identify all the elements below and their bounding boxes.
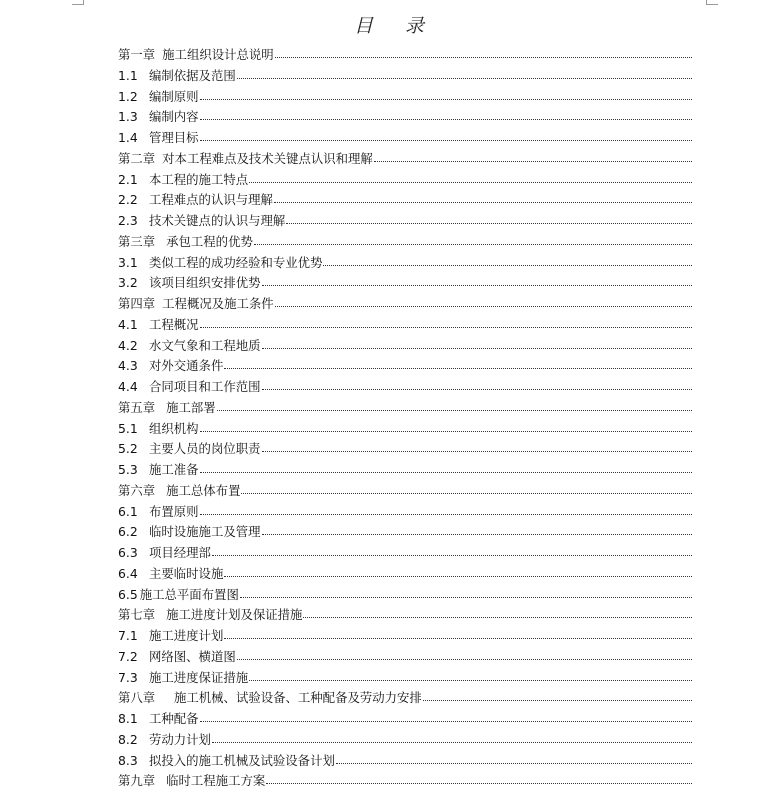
toc-entry-number: 6.5 bbox=[118, 586, 138, 602]
toc-entry-text: 施工机械、试验设备、工种配备及劳动力安排 bbox=[162, 690, 422, 706]
toc-entry-text: 工程概况及施工条件 bbox=[162, 296, 274, 311]
toc-entry-number: 第五章 bbox=[118, 399, 156, 415]
toc-dot-leader bbox=[200, 511, 692, 515]
toc-entry-number: 5.3 bbox=[118, 462, 138, 477]
toc-dot-leader bbox=[200, 428, 692, 432]
toc-dot-leader bbox=[266, 780, 692, 784]
toc-entry-text: 工程概况 bbox=[149, 316, 199, 332]
toc-chapter-entry[interactable] bbox=[118, 294, 692, 315]
toc-dot-leader bbox=[249, 179, 692, 183]
toc-dot-leader bbox=[275, 303, 692, 307]
toc-dot-leader bbox=[262, 386, 692, 390]
toc-section-entry[interactable] bbox=[118, 709, 692, 730]
toc-section-entry[interactable] bbox=[118, 107, 692, 128]
toc-dot-leader bbox=[262, 531, 692, 535]
toc-dot-leader bbox=[237, 75, 692, 79]
toc-entry-number: 第二章 bbox=[118, 150, 156, 166]
toc-section-entry[interactable] bbox=[118, 522, 692, 543]
toc-entry-number: 3.1 bbox=[118, 254, 138, 270]
toc-entry-text: 主要临时设施 bbox=[149, 565, 224, 581]
toc-entry-number: 1.2 bbox=[118, 88, 138, 104]
toc-entry-number: 5.2 bbox=[118, 441, 138, 457]
toc-section-entry[interactable] bbox=[118, 190, 692, 211]
toc-chapter-entry[interactable] bbox=[118, 232, 692, 253]
toc-entry-text: 施工总体布置 bbox=[162, 482, 241, 498]
toc-entry-text: 施工组织设计总说明 bbox=[162, 47, 274, 62]
toc-entry-number: 3.2 bbox=[118, 275, 138, 291]
toc-dot-leader bbox=[224, 365, 692, 369]
toc-entry-text: 主要人员的岗位职责 bbox=[149, 441, 261, 457]
toc-dot-leader bbox=[200, 324, 692, 328]
toc-entry-text: 劳动力计划 bbox=[149, 731, 211, 747]
toc-entry-number: 4.3 bbox=[118, 358, 138, 374]
toc-entry-text: 技术关键点的认识与理解 bbox=[149, 213, 286, 228]
toc-chapter-entry[interactable] bbox=[118, 45, 692, 66]
toc-entry-number: 8.3 bbox=[118, 752, 138, 768]
toc-entry-number: 1.4 bbox=[118, 130, 138, 145]
toc-entry-number: 6.2 bbox=[118, 524, 138, 540]
toc-entry-number: 6.1 bbox=[118, 503, 138, 519]
toc-entry-number: 第一章 bbox=[118, 47, 156, 62]
toc-section-entry[interactable] bbox=[118, 377, 692, 398]
toc-dot-leader bbox=[249, 677, 692, 681]
toc-section-entry[interactable] bbox=[118, 253, 692, 274]
toc-dot-leader bbox=[200, 96, 692, 100]
toc-section-entry[interactable] bbox=[118, 315, 692, 336]
toc-section-entry[interactable] bbox=[118, 87, 692, 108]
crop-mark-top-left-h bbox=[72, 4, 84, 5]
toc-entry-text: 施工进度计划及保证措施 bbox=[162, 607, 303, 623]
toc-entry-number: 7.1 bbox=[118, 628, 138, 643]
toc-entry-number: 2.1 bbox=[118, 171, 138, 187]
toc-dot-leader bbox=[224, 635, 692, 639]
toc-chapter-entry[interactable] bbox=[118, 771, 692, 792]
toc-section-entry[interactable] bbox=[118, 66, 692, 87]
toc-entry-text: 编制依据及范围 bbox=[149, 67, 236, 83]
toc-section-entry[interactable] bbox=[118, 647, 692, 668]
toc-entry-text: 本工程的施工特点 bbox=[149, 171, 249, 187]
crop-mark-top-right-h bbox=[706, 4, 718, 5]
toc-entry-number: 第四章 bbox=[118, 296, 156, 311]
toc-entry-text: 施工部署 bbox=[162, 399, 216, 415]
toc-dot-leader bbox=[240, 594, 692, 598]
toc-dot-leader bbox=[212, 739, 692, 743]
toc-dot-leader bbox=[303, 614, 692, 618]
toc-dot-leader bbox=[423, 697, 692, 701]
toc-section-entry[interactable] bbox=[118, 336, 692, 357]
toc-chapter-entry[interactable] bbox=[118, 398, 692, 419]
toc-entry-number: 第八章 bbox=[118, 690, 156, 706]
toc-entry-text: 工种配备 bbox=[149, 711, 199, 726]
toc-entry-number: 第三章 bbox=[118, 233, 156, 249]
toc-section-entry[interactable] bbox=[118, 543, 692, 564]
toc-section-entry[interactable] bbox=[118, 460, 692, 481]
toc-entry-number: 2.2 bbox=[118, 192, 138, 208]
toc-entry-number: 8.2 bbox=[118, 731, 138, 747]
toc-entry-number: 6.4 bbox=[118, 565, 138, 581]
toc-entry-number: 6.3 bbox=[118, 545, 138, 560]
toc-entry-text: 该项目组织安排优势 bbox=[149, 275, 261, 291]
toc-entry-number: 8.1 bbox=[118, 711, 138, 726]
toc-chapter-entry[interactable] bbox=[118, 481, 692, 502]
toc-entry-number: 1.1 bbox=[118, 67, 138, 83]
toc-entry-number: 第六章 bbox=[118, 482, 156, 498]
toc-entry-number: 第七章 bbox=[118, 607, 156, 623]
toc-entry-number: 4.4 bbox=[118, 379, 138, 394]
toc-entry-text: 对本工程难点及技术关键点认识和理解 bbox=[162, 150, 373, 166]
toc-entry-text: 网络图、横道图 bbox=[149, 648, 236, 664]
toc-dot-leader bbox=[212, 552, 692, 556]
toc-dot-leader bbox=[262, 345, 692, 349]
toc-chapter-entry[interactable] bbox=[118, 688, 692, 709]
toc-entry-number: 5.1 bbox=[118, 420, 138, 436]
toc-dot-leader bbox=[286, 220, 692, 224]
toc-entry-text: 编制原则 bbox=[149, 88, 199, 104]
toc-chapter-entry[interactable] bbox=[118, 149, 692, 170]
toc-section-entry[interactable] bbox=[118, 564, 692, 585]
toc-entry-number: 1.3 bbox=[118, 109, 138, 125]
toc-section-entry[interactable] bbox=[118, 170, 692, 191]
toc-dot-leader bbox=[336, 760, 692, 764]
toc-entry-text: 合同项目和工作范围 bbox=[149, 379, 261, 394]
toc-entry-number: 4.1 bbox=[118, 316, 138, 332]
toc-dot-leader bbox=[200, 116, 692, 120]
toc-dot-leader bbox=[262, 282, 692, 286]
toc-section-entry[interactable] bbox=[118, 211, 692, 232]
toc-section-entry[interactable] bbox=[118, 730, 692, 751]
toc-section-entry[interactable] bbox=[118, 273, 692, 294]
toc-section-entry[interactable] bbox=[118, 356, 692, 377]
toc-entry-text: 工程难点的认识与理解 bbox=[149, 192, 273, 208]
toc-entry-text: 临时工程施工方案 bbox=[162, 773, 266, 789]
table-of-contents bbox=[118, 45, 692, 792]
toc-entry-text: 管理目标 bbox=[149, 130, 199, 145]
toc-dot-leader bbox=[224, 573, 692, 577]
toc-dot-leader bbox=[374, 158, 692, 162]
toc-entry-number: 第九章 bbox=[118, 773, 156, 789]
toc-dot-leader bbox=[200, 469, 692, 473]
toc-entry-text: 施工进度保证措施 bbox=[149, 669, 249, 685]
toc-section-entry[interactable] bbox=[118, 419, 692, 440]
toc-entry-number: 7.2 bbox=[118, 648, 138, 664]
toc-entry-text: 临时设施施工及管理 bbox=[149, 524, 261, 540]
toc-chapter-entry[interactable] bbox=[118, 605, 692, 626]
toc-entry-text: 水文气象和工程地质 bbox=[149, 337, 261, 353]
toc-dot-leader bbox=[274, 199, 692, 203]
toc-entry-number: 2.3 bbox=[118, 213, 138, 228]
page-title: 目 录 bbox=[353, 15, 427, 37]
toc-dot-leader bbox=[275, 54, 692, 58]
toc-dot-leader bbox=[254, 241, 692, 245]
toc-entry-text: 施工进度计划 bbox=[149, 628, 224, 643]
toc-section-entry[interactable] bbox=[118, 585, 692, 606]
toc-section-entry[interactable] bbox=[118, 668, 692, 689]
toc-section-entry[interactable] bbox=[118, 751, 692, 772]
toc-entry-text: 施工准备 bbox=[149, 462, 199, 477]
toc-entry-text: 组织机构 bbox=[149, 420, 199, 436]
toc-entry-text: 类似工程的成功经验和专业优势 bbox=[149, 254, 323, 270]
toc-dot-leader bbox=[200, 137, 692, 141]
toc-dot-leader bbox=[241, 490, 692, 494]
toc-entry-text: 项目经理部 bbox=[149, 545, 211, 560]
toc-entry-text: 施工总平面布置图 bbox=[139, 586, 239, 602]
toc-entry-number: 4.2 bbox=[118, 337, 138, 353]
toc-entry-text: 编制内容 bbox=[149, 109, 199, 125]
toc-entry-text: 承包工程的优势 bbox=[162, 233, 253, 249]
toc-section-entry[interactable] bbox=[118, 626, 692, 647]
toc-dot-leader bbox=[237, 656, 692, 660]
toc-entry-text: 拟投入的施工机械及试验设备计划 bbox=[149, 752, 335, 768]
toc-dot-leader bbox=[262, 448, 692, 452]
toc-section-entry[interactable] bbox=[118, 502, 692, 523]
toc-entry-text: 对外交通条件 bbox=[149, 358, 224, 374]
toc-entry-text: 布置原则 bbox=[149, 503, 199, 519]
toc-dot-leader bbox=[323, 262, 692, 266]
toc-dot-leader bbox=[200, 718, 692, 722]
toc-section-entry[interactable] bbox=[118, 128, 692, 149]
toc-dot-leader bbox=[217, 407, 692, 411]
toc-entry-number: 7.3 bbox=[118, 669, 138, 685]
toc-section-entry[interactable] bbox=[118, 439, 692, 460]
